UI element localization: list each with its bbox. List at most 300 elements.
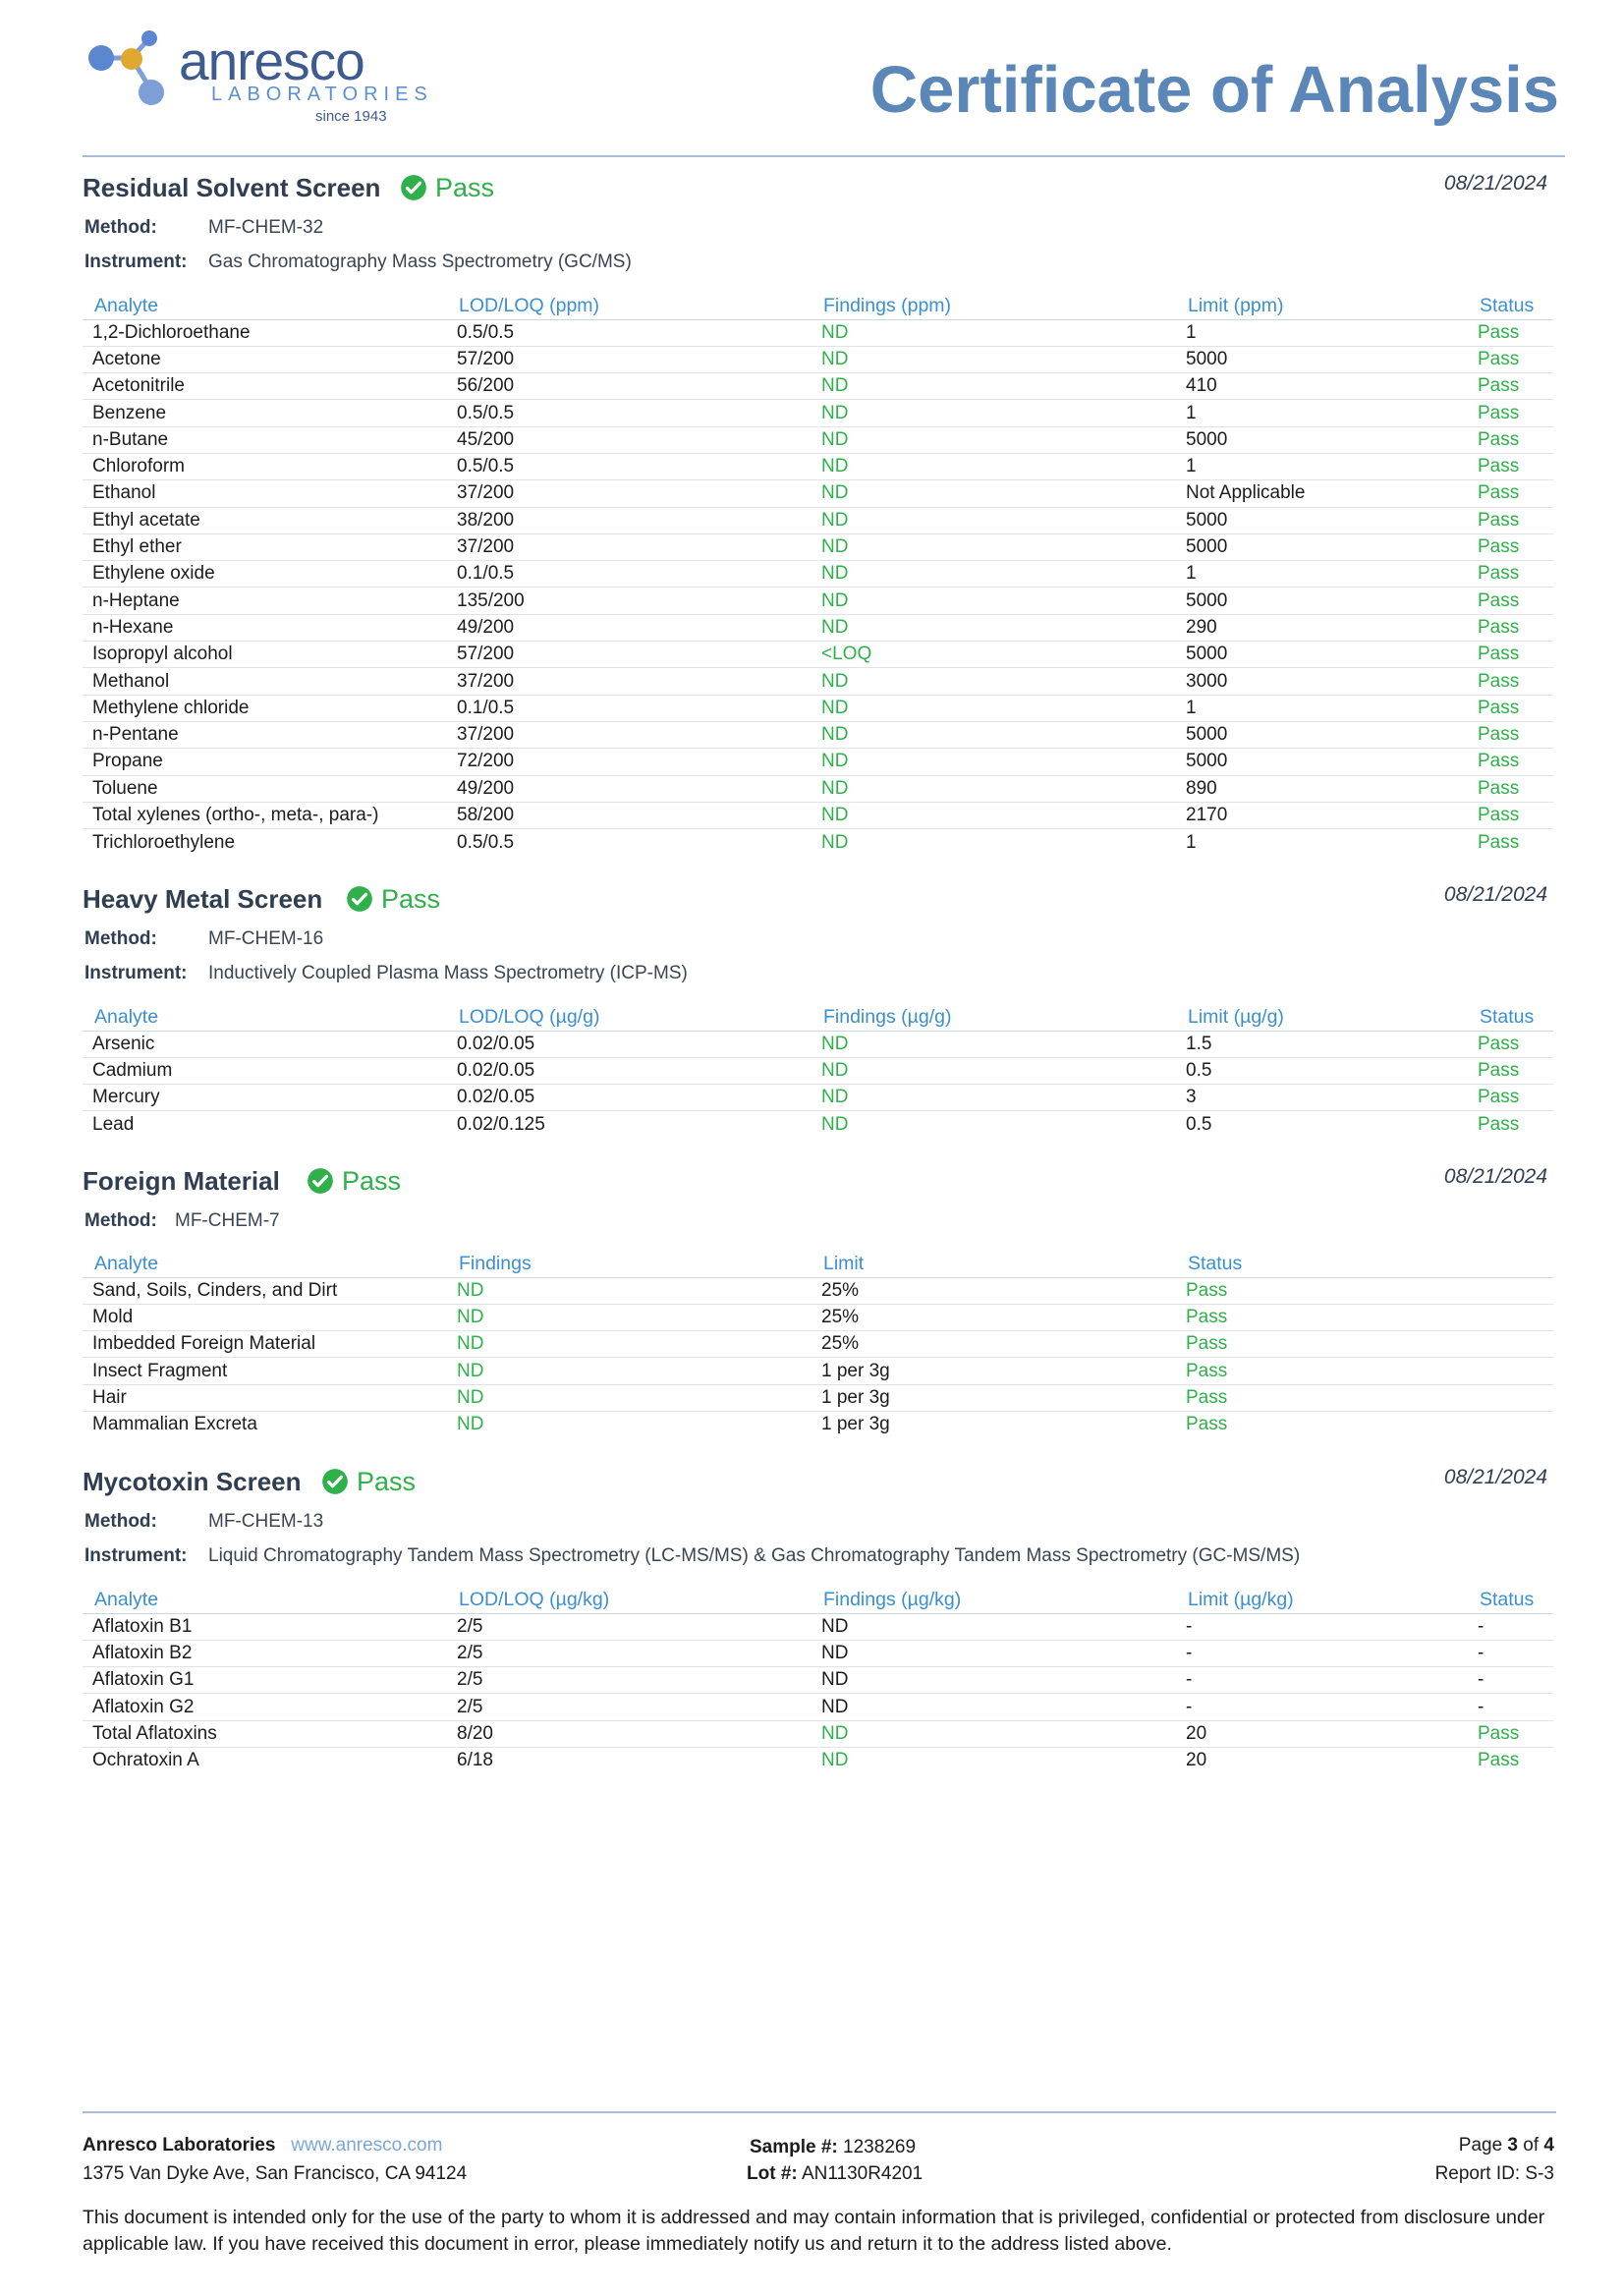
- table-cell: 58/200: [447, 802, 812, 828]
- method-label: Method:: [84, 1210, 157, 1231]
- table-cell: ND: [812, 668, 1176, 695]
- table-cell: ND: [812, 1057, 1176, 1084]
- table-cell: 38/200: [447, 507, 812, 533]
- table-cell: Ethyl acetate: [83, 507, 447, 533]
- table-cell: Pass: [1468, 319, 1553, 346]
- table-cell: ND: [447, 1384, 812, 1411]
- table-cell: 0.1/0.5: [447, 695, 812, 721]
- table-cell: -: [1468, 1640, 1553, 1666]
- table-cell: 0.5: [1186, 1113, 1212, 1135]
- table-cell: ND: [812, 1085, 1176, 1111]
- table-cell: ND: [812, 614, 1176, 641]
- lot-number: [747, 2164, 923, 2183]
- table-cell: Pass: [1468, 533, 1553, 560]
- table-cell: ND: [447, 1304, 812, 1330]
- table-cell: Pass: [1468, 426, 1553, 453]
- table-cell: 72/200: [447, 749, 812, 775]
- table-cell: n-Heptane: [83, 588, 447, 614]
- table-cell: 0.02/0.05: [447, 1057, 812, 1084]
- section-title: Heavy Metal Screen: [83, 884, 323, 914]
- table-cell: 20: [1176, 1720, 1468, 1747]
- table-row: [83, 721, 1553, 748]
- table-cell: Pass: [1468, 749, 1553, 775]
- table-cell: ND: [812, 373, 1176, 400]
- column-header: Status: [1176, 1251, 1553, 1277]
- table-cell: 5000: [1176, 533, 1468, 560]
- molecule-logo-icon: [83, 27, 186, 115]
- table-cell: Pass: [1468, 1031, 1553, 1057]
- table-cell: Arsenic: [83, 1031, 447, 1057]
- table-cell: ND: [812, 802, 1176, 828]
- table-cell: 49/200: [447, 614, 812, 641]
- table-cell: Pass: [1468, 642, 1553, 668]
- table-cell: ND: [812, 507, 1176, 533]
- instrument-value: Liquid Chromatography Tandem Mass Spectrometry (LC-MS/MS) & Gas Chromatography Tandem Mass Spectrometry (GC-MS/MS): [208, 1545, 1301, 1566]
- header-divider: [83, 155, 1565, 157]
- table-cell: ND: [812, 400, 1176, 426]
- table-row: [83, 1640, 1553, 1666]
- table-cell: 0.5/0.5: [447, 319, 812, 346]
- status-text: Pass: [342, 1165, 402, 1196]
- table-cell: Mold: [83, 1304, 447, 1330]
- table-row: [83, 749, 1553, 775]
- table-cell: ND: [812, 1694, 1176, 1720]
- status-badge: [400, 173, 494, 202]
- method-label: Method:: [84, 928, 157, 949]
- table-row: [83, 1057, 1553, 1084]
- table-cell: Pass: [1176, 1277, 1553, 1304]
- table-cell: Insect Fragment: [83, 1358, 447, 1384]
- table-cell: 5000: [1176, 426, 1468, 453]
- table-cell: Pass: [1186, 1414, 1228, 1435]
- method-row: [84, 1211, 280, 1230]
- table-cell: Pass: [1468, 507, 1553, 533]
- table-cell: Lead: [92, 1113, 135, 1135]
- table-cell: Pass: [1468, 721, 1553, 748]
- section-date: 08/21/2024: [1443, 172, 1547, 195]
- table-cell: Imbedded Foreign Material: [83, 1331, 447, 1358]
- table-row: [83, 775, 1553, 802]
- table-cell: 2170: [1176, 802, 1468, 828]
- table-cell: ND: [821, 1750, 849, 1771]
- table-cell: 5000: [1176, 588, 1468, 614]
- table-row: [83, 829, 1553, 856]
- sample-value: 1238269: [843, 2137, 917, 2157]
- column-header: Analyte: [83, 1251, 447, 1277]
- table-cell: Pass: [1468, 561, 1553, 588]
- logo-since: since 1943: [315, 108, 387, 125]
- instrument-row: [84, 252, 632, 271]
- table-cell: n-Butane: [83, 426, 447, 453]
- table-cell: Pass: [1478, 1750, 1520, 1771]
- table-cell: Pass: [1468, 588, 1553, 614]
- table-cell: Pass: [1478, 831, 1520, 853]
- table-cell: ND: [812, 346, 1176, 372]
- check-circle-icon: [307, 1167, 334, 1195]
- table-cell: ND: [812, 480, 1176, 507]
- table-cell: 1 per 3g: [812, 1384, 1176, 1411]
- table-cell: Benzene: [83, 400, 447, 426]
- table-cell: Pass: [1468, 775, 1553, 802]
- page-label: Page: [1458, 2135, 1503, 2156]
- table-cell: ND: [812, 1031, 1176, 1057]
- logo-wordmark: anresco: [179, 30, 364, 91]
- table-cell: -: [1176, 1694, 1468, 1720]
- table-cell: 0.5/0.5: [447, 400, 812, 426]
- page-header: [0, 0, 1624, 159]
- table-cell: 5000: [1176, 642, 1468, 668]
- table-cell: -: [1176, 1640, 1468, 1666]
- method-label: Method:: [84, 1511, 157, 1532]
- table-cell: 5000: [1176, 721, 1468, 748]
- footer-divider: [83, 2111, 1556, 2113]
- table-row: [83, 507, 1553, 533]
- sample-label: Sample #:: [750, 2137, 838, 2157]
- table-cell: Ethyl ether: [83, 533, 447, 560]
- table-row: [83, 668, 1553, 695]
- table-header-row: [83, 1587, 1553, 1613]
- table-cell: Pass: [1468, 400, 1553, 426]
- table-cell: Isopropyl alcohol: [83, 642, 447, 668]
- table-row: [83, 1720, 1553, 1747]
- method-row: [84, 929, 323, 948]
- table-cell: ND: [821, 831, 849, 853]
- table-cell: n-Hexane: [83, 614, 447, 641]
- table-row: [83, 1277, 1553, 1304]
- table-cell: 2/5: [447, 1667, 812, 1694]
- section-title: Mycotoxin Screen: [83, 1467, 302, 1496]
- table-cell: -: [1176, 1613, 1468, 1640]
- table-row: [83, 1031, 1553, 1057]
- table-cell: Total Aflatoxins: [83, 1720, 447, 1747]
- table-cell: 45/200: [447, 426, 812, 453]
- table-cell: Pass: [1468, 695, 1553, 721]
- page-title: Certificate of Analysis: [869, 53, 1559, 127]
- column-header: Analyte: [83, 1587, 447, 1613]
- instrument-row: [84, 1546, 1300, 1565]
- method-value: MF-CHEM-32: [208, 217, 324, 238]
- table-cell: 1: [1186, 831, 1197, 853]
- table-cell: 1: [1176, 561, 1468, 588]
- status-badge: [346, 884, 440, 914]
- table-cell: 3: [1176, 1085, 1468, 1111]
- table-cell: ND: [812, 426, 1176, 453]
- method-value: MF-CHEM-16: [208, 928, 324, 949]
- table-cell: Pass: [1468, 802, 1553, 828]
- table-row: [83, 1358, 1553, 1384]
- table-row: [83, 588, 1553, 614]
- table-cell: ND: [812, 453, 1176, 479]
- table-cell: Aflatoxin B2: [83, 1640, 447, 1666]
- table-cell: Pass: [1468, 346, 1553, 372]
- table-cell: Ochratoxin A: [92, 1750, 199, 1771]
- table-cell: Methanol: [83, 668, 447, 695]
- table-row: [83, 802, 1553, 828]
- table-cell: ND: [821, 1113, 849, 1135]
- table-cell: 56/200: [447, 373, 812, 400]
- table-row: [83, 614, 1553, 641]
- table-cell: Not Applicable: [1176, 480, 1468, 507]
- table-cell: 57/200: [447, 642, 812, 668]
- table-cell: ND: [457, 1414, 484, 1435]
- table-cell: Aflatoxin B1: [83, 1613, 447, 1640]
- logo-subtitle: LABORATORIES: [211, 84, 433, 105]
- table-cell: 0.02/0.125: [457, 1113, 545, 1135]
- table-cell: 135/200: [447, 588, 812, 614]
- table-row: [83, 373, 1553, 400]
- table-cell: -: [1176, 1667, 1468, 1694]
- table-cell: 1: [1176, 453, 1468, 479]
- table-cell: Pass: [1468, 668, 1553, 695]
- check-circle-icon: [400, 174, 427, 201]
- table-cell: 25%: [812, 1277, 1176, 1304]
- column-header: Findings: [447, 1251, 812, 1277]
- section-date: 08/21/2024: [1443, 1466, 1547, 1488]
- table-row: [83, 1384, 1553, 1411]
- table-cell: 1: [1176, 400, 1468, 426]
- table-cell: 2/5: [447, 1640, 812, 1666]
- table-row: [83, 426, 1553, 453]
- section-title: Residual Solvent Screen: [83, 173, 381, 202]
- page-of: of: [1523, 2135, 1540, 2156]
- table-cell: ND: [812, 533, 1176, 560]
- disclaimer-text: This document is intended only for the use of the party to whom it is addressed and may contain information that is privileged, confidential or protected from disclosure under applicable law. If you have received this document in error, please immediately notify us and return it to the address listed above.: [83, 2207, 1545, 2255]
- table-row: [83, 642, 1553, 668]
- table-cell: ND: [812, 561, 1176, 588]
- table-header-row: [83, 1251, 1553, 1277]
- table-cell: ND: [447, 1331, 812, 1358]
- table-cell: Ethylene oxide: [83, 561, 447, 588]
- report-id: Report ID: S-3: [1434, 2163, 1554, 2184]
- table-cell: ND: [447, 1277, 812, 1304]
- table-row: [83, 1411, 1553, 1437]
- table-cell: Pass: [1468, 1720, 1553, 1747]
- status-text: Pass: [357, 1466, 417, 1496]
- method-row: [84, 218, 323, 237]
- table-cell: Pass: [1468, 614, 1553, 641]
- table-cell: 0.5/0.5: [447, 453, 812, 479]
- website-link[interactable]: www.anresco.com: [291, 2135, 443, 2156]
- table-cell: -: [1468, 1613, 1553, 1640]
- lot-label: Lot #:: [747, 2163, 798, 2184]
- table-cell: 3000: [1176, 668, 1468, 695]
- column-header: Analyte: [83, 1004, 447, 1031]
- results-table: [83, 293, 1553, 856]
- table-cell: ND: [812, 588, 1176, 614]
- column-header: Analyte: [83, 293, 447, 319]
- table-cell: ND: [812, 1667, 1176, 1694]
- column-header: Findings (ppm): [812, 293, 1176, 319]
- table-cell: ND: [812, 1640, 1176, 1666]
- check-circle-icon: [346, 885, 373, 913]
- table-cell: 0.02/0.05: [447, 1085, 812, 1111]
- status-text: Pass: [381, 883, 441, 914]
- table-cell: 6/18: [457, 1750, 493, 1771]
- table-row: [83, 561, 1553, 588]
- column-header: Limit (ppm): [1176, 293, 1468, 319]
- table-cell: 1: [1176, 319, 1468, 346]
- company-address: 1375 Van Dyke Ave, San Francisco, CA 94124: [83, 2163, 468, 2184]
- table-cell: Acetone: [83, 346, 447, 372]
- table-header-row: [83, 1004, 1553, 1031]
- table-cell: Pass: [1468, 1085, 1553, 1111]
- page-current: 3: [1507, 2135, 1518, 2156]
- lot-value: AN1130R4201: [801, 2163, 924, 2184]
- table-header-row: [83, 293, 1553, 319]
- section-title: Foreign Material: [83, 1166, 280, 1196]
- table-cell: ND: [812, 721, 1176, 748]
- table-cell: Trichloroethylene: [92, 831, 236, 853]
- instrument-label: Instrument:: [84, 963, 188, 983]
- table-cell: 5000: [1176, 749, 1468, 775]
- status-text: Pass: [435, 172, 495, 202]
- table-cell: Ethanol: [83, 480, 447, 507]
- table-row: [83, 1331, 1553, 1358]
- instrument-value: Inductively Coupled Plasma Mass Spectrometry (ICP-MS): [208, 963, 688, 983]
- table-cell: Total xylenes (ortho-, meta-, para-): [83, 802, 447, 828]
- column-header: LOD/LOQ (µg/g): [447, 1004, 812, 1031]
- table-cell: Aflatoxin G1: [83, 1667, 447, 1694]
- section-date: 08/21/2024: [1443, 1165, 1547, 1188]
- table-row: [83, 480, 1553, 507]
- table-cell: 2/5: [447, 1694, 812, 1720]
- page-number: [1459, 2136, 1554, 2155]
- method-row: [84, 1512, 323, 1531]
- table-cell: ND: [812, 775, 1176, 802]
- table-row: [83, 1667, 1553, 1694]
- status-badge: [321, 1467, 416, 1496]
- table-cell: n-Pentane: [83, 721, 447, 748]
- table-row: [83, 1304, 1553, 1330]
- table-cell: 25%: [812, 1304, 1176, 1330]
- method-label: Method:: [84, 217, 157, 238]
- company-name: Anresco Laboratories: [83, 2135, 276, 2156]
- table-cell: Acetonitrile: [83, 373, 447, 400]
- instrument-label: Instrument:: [84, 1545, 188, 1566]
- results-table: [83, 1587, 1553, 1774]
- table-row: [83, 346, 1553, 372]
- table-cell: Mercury: [83, 1085, 447, 1111]
- instrument-label: Instrument:: [84, 252, 188, 272]
- table-cell: Toluene: [83, 775, 447, 802]
- table-cell: Pass: [1176, 1304, 1553, 1330]
- instrument-value: Gas Chromatography Mass Spectrometry (GC/MS): [208, 252, 632, 272]
- table-cell: 0.5: [1176, 1057, 1468, 1084]
- column-header: Status: [1468, 1004, 1553, 1031]
- table-cell: 0.02/0.05: [447, 1031, 812, 1057]
- column-header: Limit: [812, 1251, 1176, 1277]
- table-row: [83, 1111, 1553, 1138]
- table-cell: ND: [812, 1720, 1176, 1747]
- table-cell: Cadmium: [83, 1057, 447, 1084]
- table-cell: 0.5/0.5: [457, 831, 515, 853]
- check-circle-icon: [321, 1468, 349, 1495]
- method-value: MF-CHEM-7: [175, 1210, 280, 1231]
- table-cell: 890: [1176, 775, 1468, 802]
- table-row: [83, 319, 1553, 346]
- page-total: 4: [1543, 2135, 1554, 2156]
- table-cell: 20: [1186, 1750, 1207, 1771]
- table-row: [83, 1085, 1553, 1111]
- results-table: [83, 1004, 1553, 1138]
- table-row: [83, 533, 1553, 560]
- results-table: [83, 1251, 1553, 1438]
- section-date: 08/21/2024: [1443, 883, 1547, 906]
- table-cell: 410: [1176, 373, 1468, 400]
- table-cell: 37/200: [447, 721, 812, 748]
- column-header: LOD/LOQ (µg/kg): [447, 1587, 812, 1613]
- table-cell: Mammalian Excreta: [92, 1414, 257, 1435]
- table-cell: 49/200: [447, 775, 812, 802]
- table-cell: 5000: [1176, 346, 1468, 372]
- table-row: [83, 453, 1553, 479]
- column-header: Findings (µg/kg): [812, 1587, 1176, 1613]
- table-cell: 5000: [1176, 507, 1468, 533]
- status-badge: [307, 1166, 401, 1196]
- table-cell: 290: [1176, 614, 1468, 641]
- column-header: LOD/LOQ (ppm): [447, 293, 812, 319]
- table-cell: ND: [812, 749, 1176, 775]
- column-header: Limit (µg/kg): [1176, 1587, 1468, 1613]
- table-cell: 1,2-Dichloroethane: [83, 319, 447, 346]
- table-cell: 1 per 3g: [812, 1358, 1176, 1384]
- instrument-row: [84, 964, 688, 982]
- table-cell: Pass: [1176, 1384, 1553, 1411]
- table-cell: 37/200: [447, 533, 812, 560]
- table-cell: Pass: [1468, 1057, 1553, 1084]
- table-cell: Hair: [83, 1384, 447, 1411]
- table-cell: -: [1468, 1667, 1553, 1694]
- table-cell: ND: [812, 695, 1176, 721]
- table-row: [83, 400, 1553, 426]
- table-cell: ND: [812, 1613, 1176, 1640]
- table-cell: 37/200: [447, 668, 812, 695]
- table-cell: Pass: [1468, 373, 1553, 400]
- table-cell: 0.1/0.5: [447, 561, 812, 588]
- anresco-logo: [83, 27, 436, 130]
- table-row: [83, 1747, 1553, 1773]
- table-cell: Aflatoxin G2: [83, 1694, 447, 1720]
- table-cell: 8/20: [447, 1720, 812, 1747]
- column-header: Findings (µg/g): [812, 1004, 1176, 1031]
- table-cell: Pass: [1478, 1113, 1520, 1135]
- table-cell: 1 per 3g: [821, 1414, 890, 1435]
- table-row: [83, 695, 1553, 721]
- table-cell: Pass: [1176, 1331, 1553, 1358]
- column-header: Status: [1468, 293, 1553, 319]
- column-header: Status: [1468, 1587, 1553, 1613]
- table-cell: Chloroform: [83, 453, 447, 479]
- table-cell: 57/200: [447, 346, 812, 372]
- table-cell: 37/200: [447, 480, 812, 507]
- table-cell: <LOQ: [812, 642, 1176, 668]
- table-cell: Methylene chloride: [83, 695, 447, 721]
- footer-company-line: [83, 2136, 442, 2155]
- table-cell: 1: [1176, 695, 1468, 721]
- table-row: [83, 1694, 1553, 1720]
- table-cell: 1.5: [1176, 1031, 1468, 1057]
- column-header: Limit (µg/g): [1176, 1004, 1468, 1031]
- sample-number: [750, 2138, 916, 2156]
- table-row: [83, 1613, 1553, 1640]
- table-cell: -: [1468, 1694, 1553, 1720]
- table-cell: Pass: [1468, 480, 1553, 507]
- table-cell: ND: [812, 319, 1176, 346]
- table-cell: Propane: [83, 749, 447, 775]
- table-cell: 2/5: [447, 1613, 812, 1640]
- method-value: MF-CHEM-13: [208, 1511, 324, 1532]
- table-cell: 25%: [812, 1331, 1176, 1358]
